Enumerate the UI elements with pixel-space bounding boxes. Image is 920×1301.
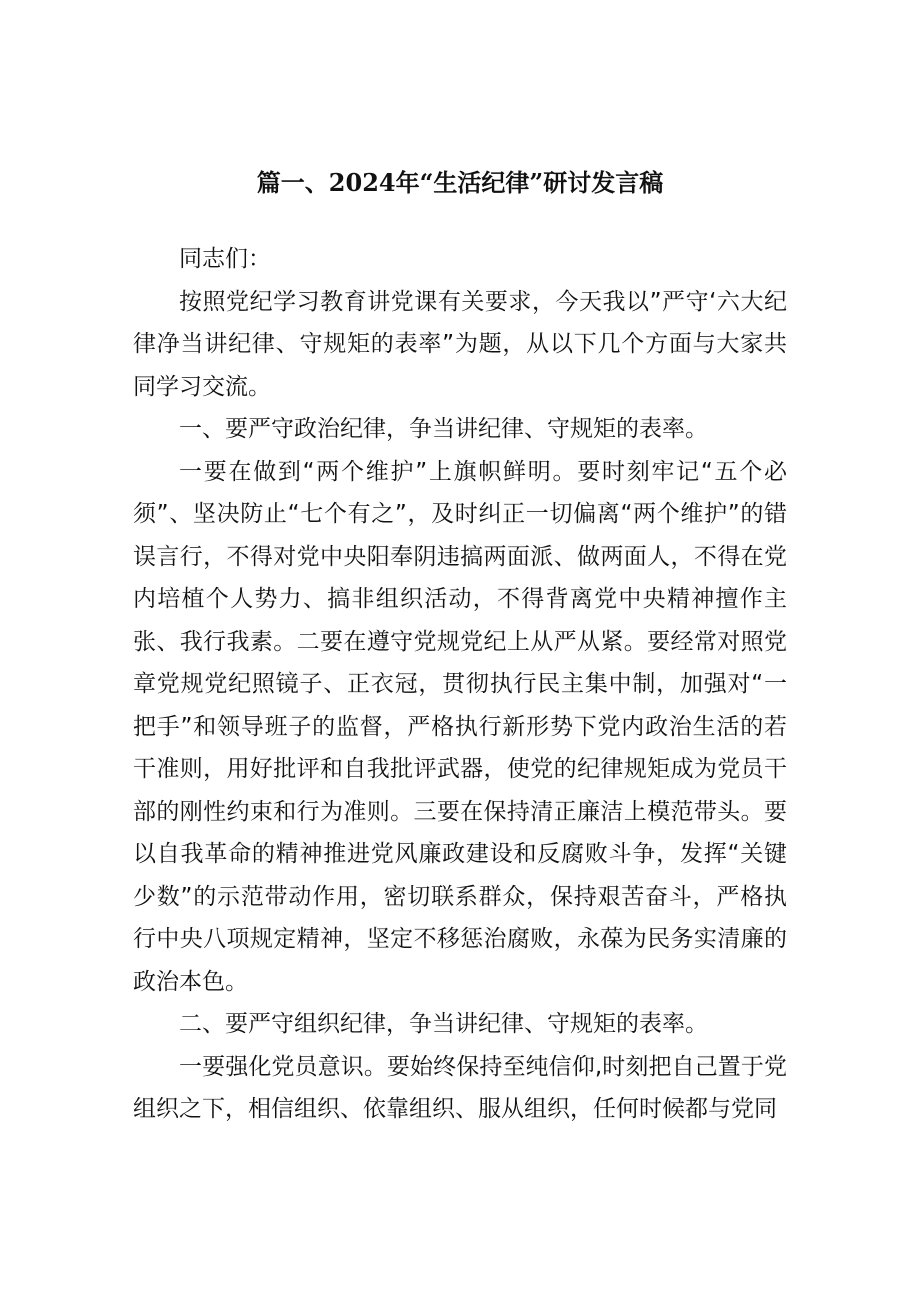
paragraph-political: 一要在做到“两个维护”上旗帜鲜明。要时刻牢记“五个必须”、坚决防止“七个有之”，及时纠正一切偏离“两个维护”的错误言行，不得对党中央阳奉阴违搞两面派、做两面人，不得在党内培植个人势力、搞非组织活动，不得背离党中央精神擅作主张、我行我素。二要在遵守党规党纪上从严从紧。要经常对照党章党规党纪照镜子、正衣冠，贯彻执行民主集中制，加强对“一把手”和领导班子的监督，严格执行新形势下党内政治生活的若干准则，用好批评和自我批评武器，使党的纪律规矩成为党员干部的刚性约束和行为准则。三要在保持清正廉洁上模范带头。要以自我革命的精神推进党风廉政建设和反腐败斗争，发挥“关键少数”的示范带动作用，密切联系群众，保持艰苦奋斗，严格执行中央八项规定精神，坚定不移惩治腐败，永葆为民务实清廉的政治本色。 [133,458,787,995]
paragraph-intro: 按照党纪学习教育讲党课有关要求，今天我以”严守‘六大纪律净当讲纪律、守规矩的表率”为题，从以下几个方面与大家共同学习交流。 [133,288,787,400]
document-body [133,238,787,1131]
section-heading-organizational: 二、要严守组织纪律，争当讲纪律、守规矩的表率。 [179,1011,708,1037]
paragraph-organizational: 一要强化党员意识。要始终保持至纯信仰,时刻把自己置于党组织之下，相信组织、依靠组织、服从组织，任何时候都与党同 [133,1053,787,1122]
section-heading-political: 一、要严守政治纪律，争当讲纪律、守规矩的表率。 [179,416,708,442]
salutation: 同志们： [179,246,271,272]
document-title: 篇一、2024年“生活纪律”研讨发言稿 [256,168,664,197]
